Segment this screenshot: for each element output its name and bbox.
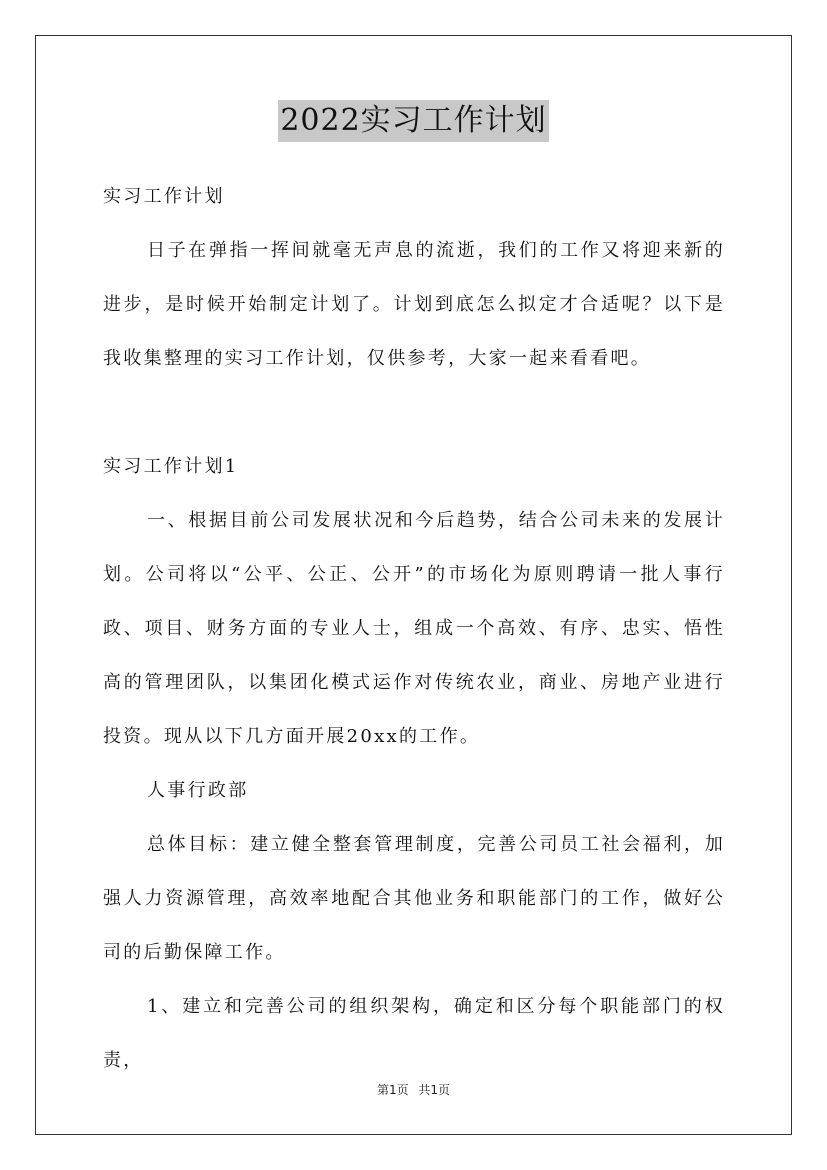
title-area xyxy=(0,100,827,142)
department-heading: 人事行政部 xyxy=(147,780,249,801)
goal-paragraph: 总体目标：建立健全整套管理制度，完善公司员工社会福利，加强人力资源管理，高效率地配合其他业务和职能部门的工作，做好公司的后勤保障工作。 xyxy=(103,834,725,963)
plan-paragraph: 一、根据目前公司发展状况和今后趋势，结合公司未来的发展计划。公司将以“公平、公正、公开”的市场化为原则聘请一批人事行政、项目、财务方面的专业人士，组成一个高效、有序、忠实、悟性高的管理团队，以集团化模式运作对传统农业，商业、房地产业进行投资。现从以下几方面开展20xx的工作。 xyxy=(103,510,725,747)
blank-line xyxy=(103,386,725,440)
page-total: 共1页 xyxy=(418,1083,451,1097)
document-title: 2022实习工作计划 xyxy=(278,100,548,142)
page-footer xyxy=(0,1082,827,1098)
page-number: 第1页 xyxy=(376,1083,409,1097)
list-item: 1、建立和完善公司的组织架构，确定和区分每个职能部门的权责， xyxy=(103,996,725,1071)
section-label: 实习工作计划 xyxy=(103,186,225,207)
plan-heading: 实习工作计划1 xyxy=(103,456,239,477)
document-body xyxy=(103,170,725,1088)
intro-paragraph: 日子在弹指一挥间就毫无声息的流逝，我们的工作又将迎来新的进步，是时候开始制定计划了。计划到底怎么拟定才合适呢？以下是我收集整理的实习工作计划，仅供参考，大家一起来看看吧。 xyxy=(103,240,725,369)
